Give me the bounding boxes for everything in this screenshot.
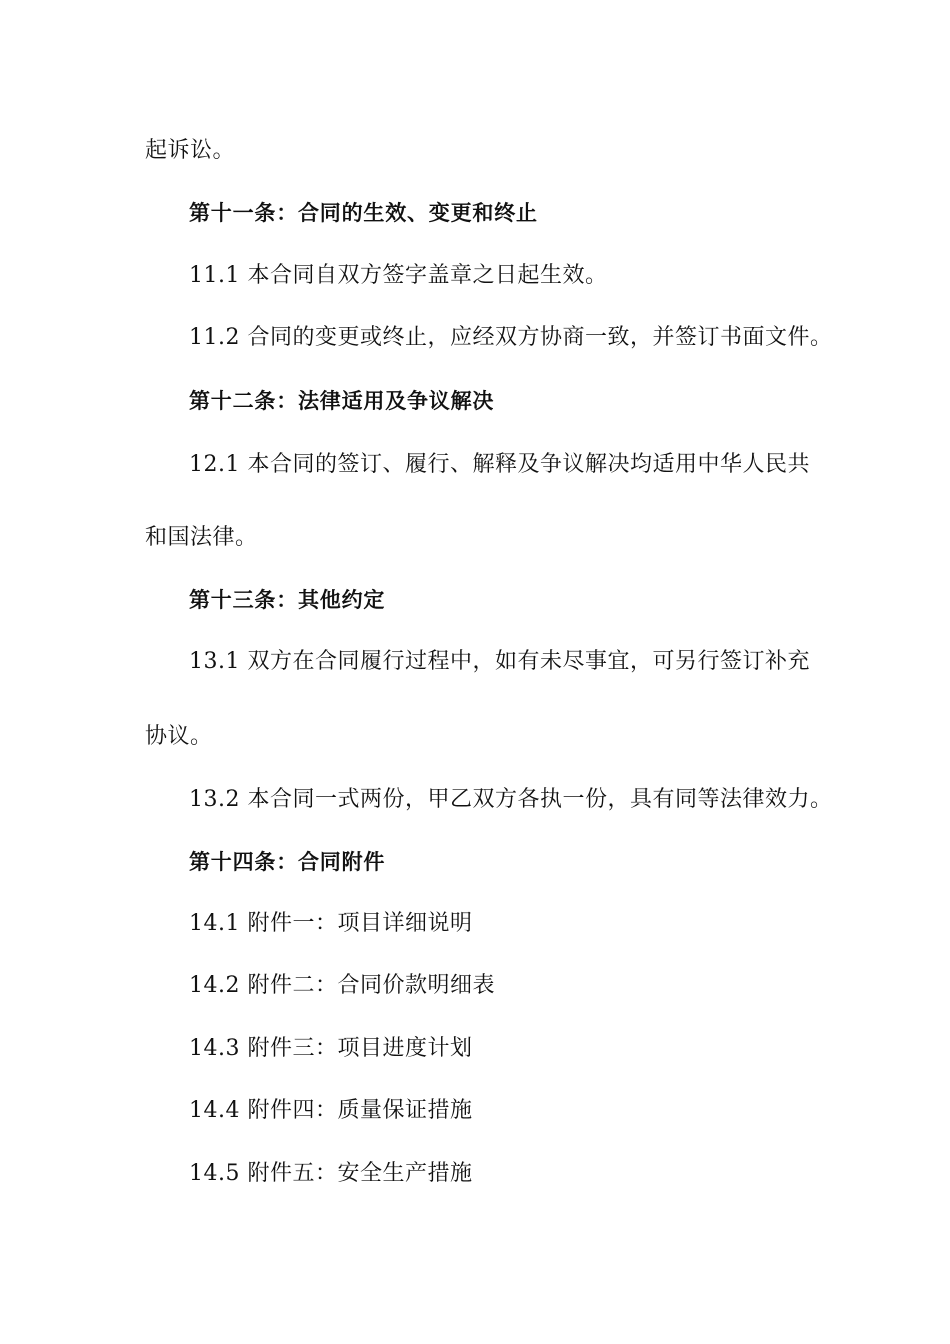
paragraph-text: 起诉讼。	[145, 138, 236, 163]
article-11-heading: 第十一条：合同的生效、变更和终止	[189, 201, 538, 225]
clause-13-1-line-2: 协议。	[145, 724, 213, 749]
clause-13-2: 13.2 本合同一式两份，甲乙双方各执一份，具有同等法律效力。	[189, 787, 833, 812]
clause-11-2: 11.2 合同的变更或终止，应经双方协商一致，并签订书面文件。	[189, 325, 833, 350]
clause-14-2: 14.2 附件二：合同价款明细表	[189, 973, 495, 998]
clause-14-3: 14.3 附件三：项目进度计划	[189, 1036, 473, 1061]
article-12-heading: 第十二条：法律适用及争议解决	[189, 389, 495, 413]
clause-13-1-line-1: 13.1 双方在合同履行过程中，如有未尽事宜，可另行签订补充	[189, 649, 810, 674]
article-13-heading: 第十三条：其他约定	[189, 588, 386, 612]
clause-11-1: 11.1 本合同自双方签字盖章之日起生效。	[189, 263, 608, 288]
clause-14-5: 14.5 附件五：安全生产措施	[189, 1161, 473, 1186]
article-14-heading: 第十四条：合同附件	[189, 850, 386, 874]
clause-14-1: 14.1 附件一：项目详细说明	[189, 911, 473, 936]
clause-12-1-line-1: 12.1 本合同的签订、履行、解释及争议解决均适用中华人民共	[189, 452, 810, 477]
clause-12-1-line-2: 和国法律。	[145, 525, 258, 550]
clause-14-4: 14.4 附件四：质量保证措施	[189, 1098, 473, 1123]
